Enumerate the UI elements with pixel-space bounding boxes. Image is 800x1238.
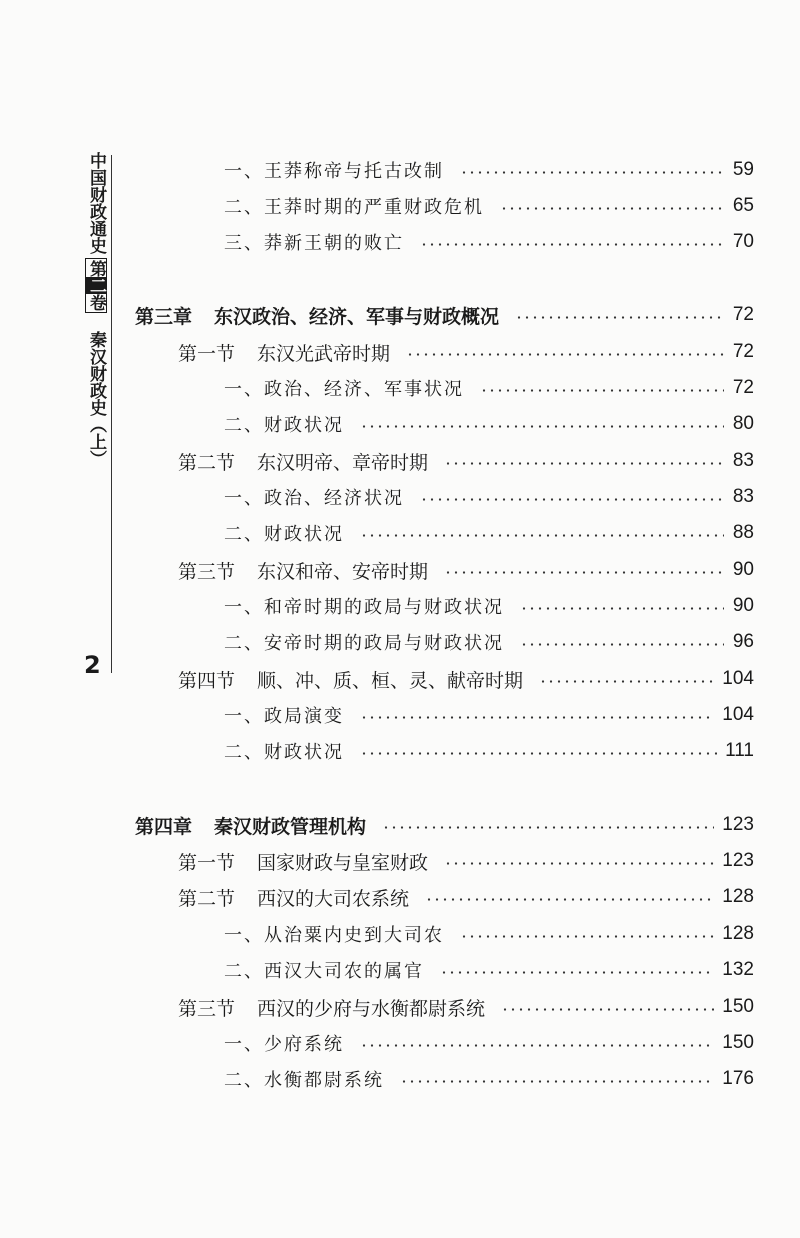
toc-entry[interactable] [224,591,754,621]
page-number: 2 [84,651,101,679]
toc-entry[interactable] [224,700,754,730]
leader-dots [406,353,724,356]
leader-dots [400,1080,714,1083]
leader-dots [444,571,724,574]
section-title: 国家财政与皇室财政 [257,851,429,874]
toc-item-label: 二、王莽时期的严重财政危机 [224,197,484,218]
book-title: 中国财政通史 [86,152,106,254]
toc-item-label: 一、从治粟内史到大司农 [224,925,444,946]
leader-dots [501,1008,714,1011]
section-title: 东汉和帝、安帝时期 [257,560,429,583]
leader-dots [444,462,724,465]
leader-dots [420,243,724,246]
leader-dots [360,534,724,537]
toc-page-number: 128 [722,923,754,944]
section-title: 东汉光武帝时期 [257,342,391,365]
toc-page-number: 123 [722,814,754,835]
section-number: 第一节 [178,342,236,365]
volume-prefix: 第 [86,260,106,277]
toc-section[interactable] [178,446,754,476]
toc-item-label: 一、王莽称帝与托古改制 [224,161,444,182]
toc-page-number: 104 [722,704,754,725]
volume-subtitle: 秦汉财政史（上） [86,331,106,467]
section-number: 第四节 [178,669,236,692]
toc-section[interactable] [178,664,754,694]
toc-page-number: 72 [732,377,754,398]
toc-page-number: 150 [722,1032,754,1053]
toc-item-label: 一、政局演变 [224,706,344,727]
toc-item-label: 二、水衡都尉系统 [224,1070,384,1091]
toc-item-label: 一、政治、经济状况 [224,488,404,509]
toc-item-label: 二、财政状况 [224,524,344,545]
toc-entry[interactable] [224,1028,754,1058]
section-title: 顺、冲、质、桓、灵、献帝时期 [257,669,524,692]
leader-dots [425,898,714,901]
leader-dots [360,752,717,755]
toc-section[interactable] [178,846,754,876]
toc-page-number: 83 [732,450,754,471]
toc-chapter[interactable] [135,810,754,840]
toc-item-label: 三、莽新王朝的败亡 [224,233,404,254]
volume-number: 二 [86,277,106,294]
section-title: 东汉明帝、章帝时期 [257,451,429,474]
toc-entry[interactable] [224,955,754,985]
toc-page-number: 72 [732,304,754,325]
toc-page-number: 132 [722,959,754,980]
toc-entry[interactable] [224,1064,754,1094]
toc-page-number: 59 [732,159,754,180]
toc-page-number: 88 [732,522,754,543]
section-number: 第二节 [178,887,236,910]
toc-page-number: 123 [722,850,754,871]
section-title: 西汉的少府与水衡都尉系统 [257,997,486,1020]
toc-page-number: 90 [732,595,754,616]
leader-dots [460,171,724,174]
leader-dots [520,607,724,610]
leader-dots [515,316,724,319]
toc-page-number: 96 [732,631,754,652]
toc-page-number: 176 [722,1068,754,1089]
toc-page-number: 70 [732,231,754,252]
leader-dots [440,971,714,974]
toc-entry[interactable] [224,191,754,221]
toc-section[interactable] [178,992,754,1022]
chapter-title: 秦汉财政管理机构 [214,815,367,838]
leader-dots [500,207,724,210]
toc-item-label: 二、财政状况 [224,742,344,763]
toc-page-number: 111 [725,740,754,761]
toc-page-number: 72 [732,341,754,362]
toc-entry[interactable] [224,919,754,949]
toc-entry[interactable] [224,627,754,657]
toc-entry[interactable] [224,373,754,403]
toc-page-number: 65 [732,195,754,216]
leader-dots [360,1044,714,1047]
section-number: 第三节 [178,997,236,1020]
leader-dots [480,389,724,392]
leader-dots [382,826,714,829]
toc-entry[interactable] [224,409,754,439]
toc-section[interactable] [178,882,754,912]
leader-dots [360,716,714,719]
toc-item-label: 一、和帝时期的政局与财政状况 [224,597,504,618]
toc-chapter[interactable] [135,300,754,330]
toc-page-number: 83 [732,486,754,507]
section-title: 西汉的大司农系统 [257,887,410,910]
toc-page-number: 104 [722,668,754,689]
section-number: 第二节 [178,451,236,474]
leader-dots [460,935,714,938]
toc-item-label: 二、安帝时期的政局与财政状况 [224,633,504,654]
volume-suffix: 卷 [86,294,106,311]
toc-item-label: 一、政治、经济、军事状况 [224,379,464,400]
leader-dots [539,680,714,683]
leader-dots [360,425,724,428]
toc-page-number: 80 [732,413,754,434]
chapter-title: 东汉政治、经济、军事与财政概况 [214,305,500,328]
leader-dots [420,498,724,501]
toc-section[interactable] [178,555,754,585]
toc-item-label: 二、财政状况 [224,415,344,436]
toc-page-number: 128 [722,886,754,907]
toc-section[interactable] [178,337,754,367]
section-number: 第三节 [178,560,236,583]
chapter-number: 第四章 [135,815,193,838]
section-number: 第一节 [178,851,236,874]
toc-page-number: 150 [722,996,754,1017]
toc-entry[interactable] [224,155,754,185]
toc-page-number: 90 [732,559,754,580]
toc-item-label: 二、西汉大司农的属官 [224,961,424,982]
leader-dots [520,643,724,646]
toc-entry[interactable] [224,482,754,512]
toc-item-label: 一、少府系统 [224,1034,344,1055]
chapter-number: 第三章 [135,305,193,328]
toc-entry[interactable] [224,736,754,766]
toc-entry[interactable] [224,518,754,548]
leader-dots [444,862,714,865]
toc-entry[interactable] [224,227,754,257]
